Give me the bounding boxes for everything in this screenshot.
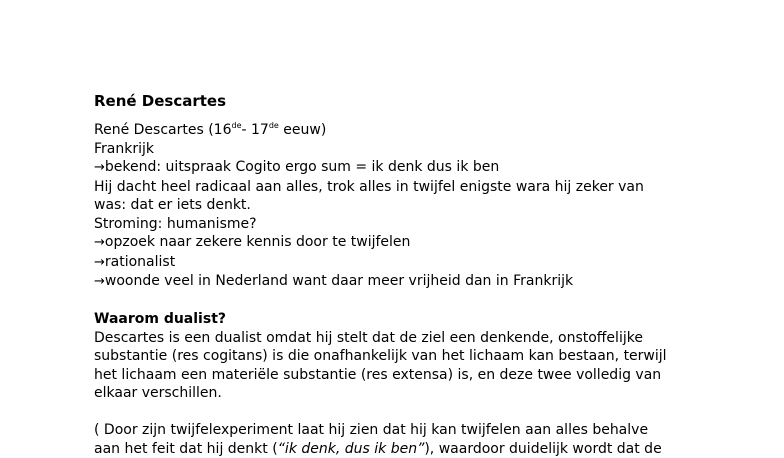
- spacer: [94, 111, 734, 121]
- intro-sup-1: de: [232, 121, 242, 130]
- intro-sup-2: de: [269, 121, 279, 130]
- known-for-line: [94, 158, 734, 178]
- radical-line-1: Hij dacht heel radicaal aan alles, trok alles in twijfel enigste wara hij zeker van: [94, 178, 734, 197]
- page-title: René Descartes: [94, 92, 734, 111]
- experiment-line-2: [94, 440, 734, 458]
- bullet-rationalist: [94, 253, 734, 273]
- stroming-line: Stroming: humanisme?: [94, 215, 734, 234]
- experiment-end: ), waardoor duidelijk wordt dat de: [424, 441, 661, 457]
- intro-mid: - 17: [242, 122, 269, 138]
- experiment-start: aan het feit dat hij denkt (: [94, 441, 278, 457]
- intro-name: René Descartes (16: [94, 122, 232, 138]
- dualist-line-4: elkaar verschillen.: [94, 384, 734, 403]
- bullet-research-text: opzoek naar zekere kennis door te twijfelen: [105, 234, 410, 250]
- bullet-research: [94, 233, 734, 253]
- bullet-netherlands-text: woonde veel in Nederland want daar meer vrijheid dan in Frankrijk: [105, 273, 573, 289]
- dualist-line-3: het lichaam een materiële substantie (res extensa) is, en deze twee volledig van: [94, 366, 734, 385]
- arrow-icon: →: [94, 274, 105, 289]
- arrow-icon: →: [94, 255, 105, 270]
- country-line: Frankrijk: [94, 140, 734, 159]
- intro-line: [94, 121, 734, 140]
- dualist-line-2: substantie (res cogitans) is die onafhankelijk van het lichaam kan bestaan, terwijl: [94, 347, 734, 366]
- dualist-line-1: Descartes is een dualist omdat hij stelt dat de ziel een denkende, onstoffelijke: [94, 329, 734, 348]
- arrow-icon: →: [94, 160, 105, 175]
- arrow-icon: →: [94, 235, 105, 250]
- experiment-quote: “ik denk, dus ik ben”: [278, 441, 425, 457]
- section-heading: Waarom dualist?: [94, 310, 734, 329]
- document-content: [94, 92, 734, 458]
- blank-line: [94, 403, 734, 422]
- experiment-line-1: ( Door zijn twijfelexperiment laat hij zien dat hij kan twijfelen aan alles behalve: [94, 421, 734, 440]
- bullet-rationalist-text: rationalist: [105, 254, 175, 270]
- radical-line-2: was: dat er iets denkt.: [94, 196, 734, 215]
- known-for-text: bekend: uitspraak Cogito ergo sum = ik denk dus ik ben: [105, 159, 499, 175]
- intro-suffix: eeuw): [279, 122, 326, 138]
- blank-line: [94, 292, 734, 311]
- bullet-netherlands: [94, 272, 734, 292]
